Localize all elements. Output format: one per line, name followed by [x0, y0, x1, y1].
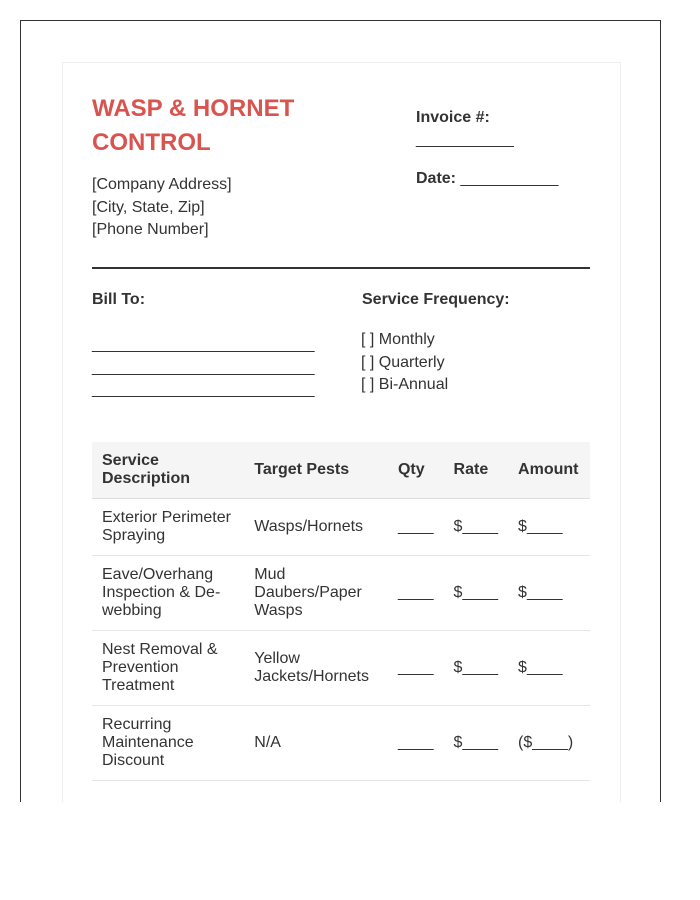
- header-amount: Amount: [508, 442, 590, 499]
- company-city-state-zip: [City, State, Zip]: [92, 198, 205, 216]
- header-rate: Rate: [444, 442, 509, 499]
- frequency-option-quarterly: [ ] Quarterly: [361, 353, 445, 371]
- cell-target-pests: Wasps/Hornets: [244, 499, 388, 556]
- cell-target-pests: Yellow Jackets/Hornets: [244, 631, 388, 706]
- company-name: WASP & HORNET CONTROL: [92, 95, 295, 156]
- bill-to-lines: [92, 334, 314, 402]
- table-row: [92, 706, 590, 781]
- cell-qty: ____: [388, 556, 444, 631]
- service-frequency-options: [361, 329, 448, 397]
- cell-service-description: Exterior Perimeter Spraying: [92, 499, 244, 556]
- cell-rate: $____: [444, 499, 509, 556]
- company-address: [Company Address]: [92, 176, 232, 193]
- date-blank: ___________: [460, 170, 559, 187]
- cell-qty: ____: [388, 631, 444, 706]
- cell-service-description: Eave/Overhang Inspection & De-webbing: [92, 556, 244, 631]
- cell-rate: $____: [444, 706, 509, 781]
- services-table: [92, 442, 590, 781]
- table-row: [92, 556, 590, 631]
- cell-service-description: Nest Removal & Prevention Treatment: [92, 631, 244, 706]
- header-qty: Qty: [388, 442, 444, 499]
- date-label: Date:: [416, 170, 457, 187]
- invoice-number-label: Invoice #:: [416, 109, 490, 126]
- header-divider: [92, 267, 590, 269]
- cell-target-pests: Mud Daubers/Paper Wasps: [244, 556, 388, 631]
- table-header-row: [92, 442, 590, 499]
- cell-qty: ____: [388, 706, 444, 781]
- cell-amount: $____: [508, 499, 590, 556]
- table-row: [92, 499, 590, 556]
- table-row: [92, 631, 590, 706]
- bill-to-line: _________________________: [92, 336, 315, 353]
- cell-rate: $____: [444, 556, 509, 631]
- frequency-option-bi-annual: [ ] Bi-Annual: [361, 376, 449, 393]
- cell-amount: $____: [508, 556, 590, 631]
- cell-qty: ____: [388, 499, 444, 556]
- cell-rate: $____: [444, 631, 509, 706]
- frequency-option-monthly: [ ] Monthly: [361, 331, 435, 348]
- invoice-number-blank: ___________: [416, 131, 514, 148]
- header-service-description: Service Description: [92, 442, 244, 499]
- company-phone: [Phone Number]: [92, 221, 209, 238]
- invoice-number-block: [416, 108, 514, 152]
- header-target-pests: Target Pests: [244, 442, 388, 499]
- cell-amount: $____: [508, 631, 590, 706]
- service-frequency-label: Service Frequency:: [362, 291, 510, 308]
- cell-service-description: Recurring Maintenance Discount: [92, 706, 244, 781]
- bill-to-line: _________________________: [92, 381, 315, 398]
- bill-to-line: _________________________: [92, 358, 315, 376]
- bill-to-label: Bill To:: [92, 291, 146, 308]
- cell-amount: ($____): [508, 706, 590, 781]
- invoice-date: [416, 170, 558, 188]
- cell-target-pests: N/A: [244, 706, 388, 781]
- company-details: [92, 174, 232, 242]
